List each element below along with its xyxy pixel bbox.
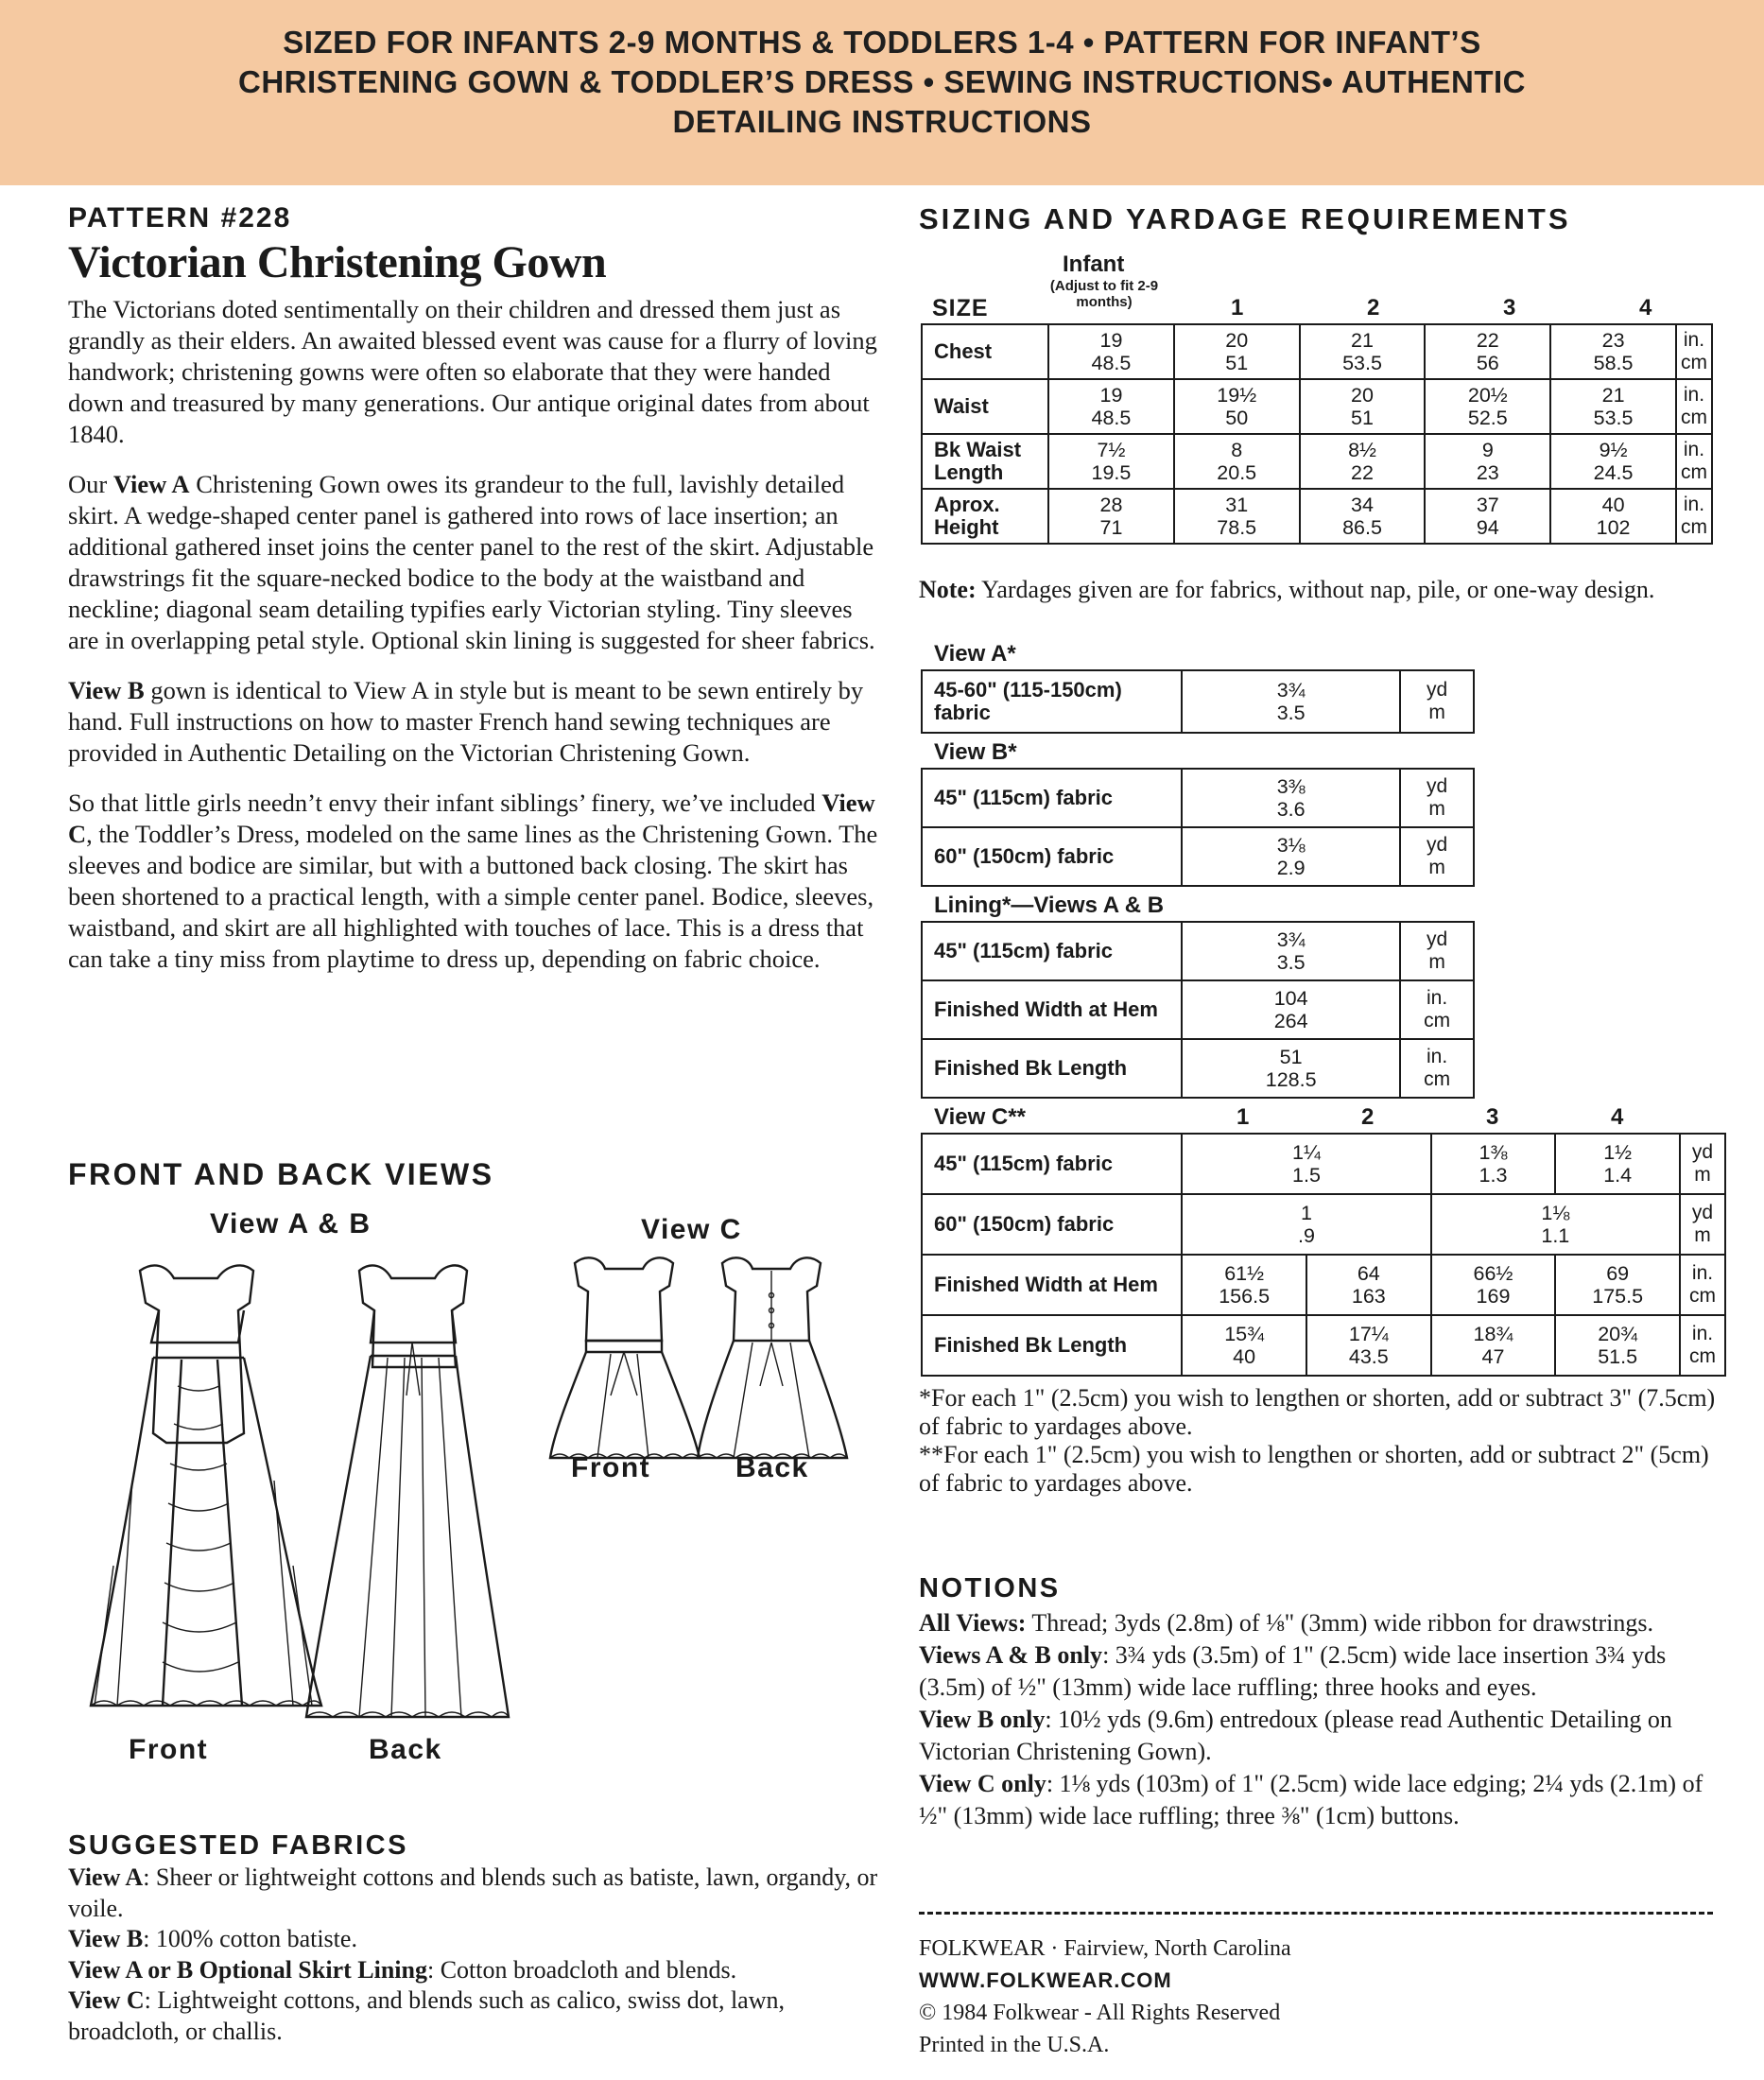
unit-cell: in. cm bbox=[1680, 1315, 1725, 1376]
table-row bbox=[922, 1315, 1725, 1376]
fabric-view-ab-lining: View A or B Optional Skirt Lining: Cotton broadcloth and blends. bbox=[68, 1955, 737, 1984]
body-measurements-table bbox=[921, 323, 1713, 545]
measurement-cell: 37 94 bbox=[1425, 489, 1550, 544]
view-b-label: View B bbox=[68, 676, 145, 704]
footnote-1: *For each 1" (2.5cm) you wish to lengthen or shorten, add or subtract 3" (7.5cm) of fabric to yardages above. bbox=[919, 1384, 1716, 1440]
view-c-size-2: 2 bbox=[1361, 1104, 1375, 1130]
view-c-size-3: 3 bbox=[1486, 1104, 1499, 1130]
measurement-cell: 20¾ 51.5 bbox=[1555, 1315, 1680, 1376]
measurement-cell: 19 48.5 bbox=[1048, 324, 1174, 379]
measurement-cell: 9 23 bbox=[1425, 434, 1550, 489]
row-label: 45-60" (115-150cm) fabric bbox=[922, 670, 1182, 733]
yardage-cell: 1½ 1.4 bbox=[1555, 1134, 1680, 1194]
yardage-cell: 51 128.5 bbox=[1182, 1039, 1400, 1098]
sizing-heading: SIZING AND YARDAGE REQUIREMENTS bbox=[919, 202, 1571, 235]
printed-in: Printed in the U.S.A. bbox=[919, 2033, 1110, 2057]
view-a-table bbox=[921, 669, 1475, 734]
row-label: Chest bbox=[922, 324, 1048, 379]
view-c-illo-label: View C bbox=[641, 1214, 742, 1245]
yardage-note: Note: Yardages given are for fabrics, without nap, pile, or one-way design. bbox=[919, 576, 1655, 603]
yardage-cell: 1¼ 1.5 bbox=[1182, 1134, 1430, 1194]
infant-note: (Adjust to fit 2-9 months) bbox=[1049, 278, 1159, 310]
fabric-view-b: View B: 100% cotton batiste. bbox=[68, 1925, 357, 1952]
view-c-label: View C bbox=[68, 789, 875, 848]
suggested-fabrics-heading: SUGGESTED FABRICS bbox=[68, 1830, 408, 1861]
unit-cell: in. cm bbox=[1676, 434, 1712, 489]
toddler-front-illustration bbox=[550, 1257, 700, 1458]
lining-table bbox=[921, 921, 1475, 1099]
view-b-heading: View B* bbox=[934, 739, 1017, 765]
row-label: Bk Waist Length bbox=[922, 434, 1048, 489]
table-row bbox=[922, 489, 1712, 544]
divider bbox=[919, 1912, 1713, 1915]
view-a-label: View A bbox=[112, 470, 190, 498]
fabric-view-c: View C: Lightweight cottons, and blends such as calico, swiss dot, lawn, broadcloth, or challis. bbox=[68, 1986, 785, 2045]
yardage-cell: 1⅛ 1.1 bbox=[1431, 1194, 1680, 1255]
row-label: Aprox. Height bbox=[922, 489, 1048, 544]
view-ab-front-label: Front bbox=[129, 1734, 209, 1765]
table-row bbox=[922, 827, 1474, 886]
notions-heading: NOTIONS bbox=[919, 1573, 1061, 1603]
row-label: Finished Width at Hem bbox=[922, 1255, 1182, 1315]
yardage-cell: 1 .9 bbox=[1182, 1194, 1430, 1255]
measurement-cell: 64 163 bbox=[1306, 1255, 1431, 1315]
table-row bbox=[922, 1134, 1725, 1194]
row-label: 60" (150cm) fabric bbox=[922, 827, 1182, 886]
row-label: Finished Width at Hem bbox=[922, 980, 1182, 1039]
unit-cell: in. cm bbox=[1676, 489, 1712, 544]
measurement-cell: 19½ 50 bbox=[1174, 379, 1300, 434]
suggested-fabrics-list bbox=[68, 1863, 881, 2047]
gown-back-illustration bbox=[306, 1265, 509, 1717]
intro-paragraph: The Victorians doted sentimentally on their children and dressed them just as grandly as their elders. An awaited blessed event was cause for a flurry of loving handwork; christening gowns were often so elaborate that they were handed down and treasured by many generations. Our antique original dates from about 1840. bbox=[68, 295, 877, 448]
yardage-cell: 3⅜ 3.6 bbox=[1182, 769, 1400, 827]
unit-cell: in. cm bbox=[1400, 980, 1474, 1039]
table-row bbox=[922, 922, 1474, 980]
yardage-cell: 1⅜ 1.3 bbox=[1431, 1134, 1556, 1194]
view-c-front-label: Front bbox=[571, 1452, 651, 1483]
measurement-cell: 66½ 169 bbox=[1431, 1255, 1556, 1315]
measurement-cell: 21 53.5 bbox=[1300, 324, 1426, 379]
publisher-website[interactable]: WWW.FOLKWEAR.COM bbox=[919, 1968, 1172, 1992]
pattern-title: Victorian Christening Gown bbox=[68, 237, 607, 287]
size-2-header: 2 bbox=[1367, 295, 1380, 321]
measurement-cell: 8½ 22 bbox=[1300, 434, 1426, 489]
gown-front-illustration bbox=[91, 1265, 321, 1706]
measurement-cell: 8 20.5 bbox=[1174, 434, 1300, 489]
view-a-heading: View A* bbox=[934, 641, 1016, 667]
unit-cell: in. cm bbox=[1676, 379, 1712, 434]
notions-c: View C only: 1⅛ yds (103m) of 1" (2.5cm) wide lace edging; 2¼ yds (2.1m) of ½" (13mm) wide lace ruffling; three ⅜" (1cm) buttons. bbox=[919, 1770, 1703, 1829]
view-c-table bbox=[921, 1133, 1726, 1377]
view-b-table bbox=[921, 768, 1475, 887]
fabric-view-a: View A: Sheer or lightweight cottons and blends such as batiste, lawn, organdy, or voile. bbox=[68, 1863, 878, 1922]
gown-illustrations bbox=[76, 1244, 908, 1736]
measurement-cell: 18¾ 47 bbox=[1431, 1315, 1556, 1376]
view-c-size-4: 4 bbox=[1611, 1104, 1624, 1130]
measurement-cell: 7½ 19.5 bbox=[1048, 434, 1174, 489]
footnote-2: **For each 1" (2.5cm) you wish to lengthen or shorten, add or subtract 2" (5cm) of fabric to yardages above. bbox=[919, 1441, 1709, 1497]
lining-heading: Lining*—Views A & B bbox=[934, 893, 1165, 918]
size-1-header: 1 bbox=[1231, 295, 1244, 321]
view-c-heading: View C** bbox=[934, 1104, 1026, 1130]
publisher-info bbox=[919, 1933, 1291, 2061]
row-label: 45" (115cm) fabric bbox=[922, 922, 1182, 980]
row-label: 45" (115cm) fabric bbox=[922, 769, 1182, 827]
yardage-cell: 3¾ 3.5 bbox=[1182, 922, 1400, 980]
row-label: Finished Bk Length bbox=[922, 1315, 1182, 1376]
view-ab-back-label: Back bbox=[369, 1734, 442, 1765]
row-label: 60" (150cm) fabric bbox=[922, 1194, 1182, 1255]
unit-cell: yd m bbox=[1680, 1194, 1725, 1255]
measurement-cell: 21 53.5 bbox=[1550, 379, 1676, 434]
measurement-cell: 31 78.5 bbox=[1174, 489, 1300, 544]
measurement-cell: 20 51 bbox=[1174, 324, 1300, 379]
unit-cell: in. cm bbox=[1400, 1039, 1474, 1098]
yardage-cell: 104 264 bbox=[1182, 980, 1400, 1039]
notions-all: All Views: Thread; 3yds (2.8m) of ⅛" (3mm) wide ribbon for drawstrings. bbox=[919, 1609, 1654, 1637]
measurement-cell: 28 71 bbox=[1048, 489, 1174, 544]
measurement-cell: 15¾ 40 bbox=[1182, 1315, 1306, 1376]
table-row bbox=[922, 379, 1712, 434]
yardage-cell: 3¾ 3.5 bbox=[1182, 670, 1400, 733]
size-4-header: 4 bbox=[1639, 295, 1652, 321]
banner-line-1: SIZED FOR INFANTS 2-9 MONTHS & TODDLERS 1-4 • PATTERN FOR INFANT’S bbox=[283, 25, 1481, 60]
table-row bbox=[922, 324, 1712, 379]
measurement-cell: 22 56 bbox=[1425, 324, 1550, 379]
measurement-cell: 9½ 24.5 bbox=[1550, 434, 1676, 489]
measurement-cell: 61½ 156.5 bbox=[1182, 1255, 1306, 1315]
unit-cell: yd m bbox=[1400, 670, 1474, 733]
banner bbox=[0, 0, 1764, 185]
view-c-back-label: Back bbox=[735, 1452, 809, 1483]
view-a-paragraph: Our View A Christening Gown owes its grandeur to the full, lavishly detailed skirt. A wedge-shaped center panel is gathered into rows of lace insertion; an additional gathered inset joins the center panel to the rest of the skirt. Adjustable drawstrings fit the square-necked bodice to the body at the waistband and neckline; diagonal seam detailing typifies early Victorian styling. Tiny sleeves are in overlapping petal style. Optional skin lining is suggested for sheer fabrics. bbox=[68, 470, 875, 654]
view-c-paragraph: So that little girls needn’t envy their infant siblings’ finery, we’ve included View C, the Toddler’s Dress, modeled on the same lines as the Christening Gown. The sleeves and bodice are similar, but with a buttoned back closing. The skirt has been shortened to a practical length, with a simple center panel. Bodice, sleeves, waistband, and skirt are all highlighted with touches of lace. This is a dress that can take a tiny miss from playtime to dress up, depending on fabric choice. bbox=[68, 789, 878, 973]
banner-line-3: DETAILING INSTRUCTIONS bbox=[672, 104, 1092, 139]
measurement-cell: 19 48.5 bbox=[1048, 379, 1174, 434]
infant-header: Infant bbox=[1063, 251, 1125, 277]
table-row bbox=[922, 1039, 1474, 1098]
table-row bbox=[922, 1194, 1725, 1255]
table-row bbox=[922, 1255, 1725, 1315]
notions-b: View B only: 10½ yds (9.6m) entredoux (please read Authentic Detailing on Victorian Christening Gown). bbox=[919, 1706, 1672, 1765]
notions-ab: Views A & B only: 3¾ yds (3.5m) of 1" (2.5cm) wide lace insertion 3¾ yds (3.5m) of ½" (13mm) wide lace ruffling; three hooks and eyes. bbox=[919, 1641, 1667, 1701]
table-row bbox=[922, 670, 1474, 733]
view-ab-label: View A & B bbox=[210, 1208, 372, 1239]
measurement-cell: 34 86.5 bbox=[1300, 489, 1426, 544]
view-b-paragraph: View B gown is identical to View A in style but is meant to be sewn entirely by hand. Full instructions on how to master French hand sewing techniques are provided in Authentic Detailing on the Victorian Christening Gown. bbox=[68, 676, 864, 767]
banner-line-2: CHRISTENING GOWN & TODDLER’S DRESS • SEWING INSTRUCTIONS• AUTHENTIC bbox=[238, 64, 1526, 99]
copyright: © 1984 Folkwear - All Rights Reserved bbox=[919, 2001, 1281, 2025]
notions-list bbox=[919, 1607, 1732, 1832]
measurement-cell: 40 102 bbox=[1550, 489, 1676, 544]
description-column bbox=[68, 202, 881, 994]
unit-cell: yd m bbox=[1680, 1134, 1725, 1194]
publisher-name: FOLKWEAR · Fairview, North Carolina bbox=[919, 1936, 1291, 1961]
pattern-number: PATTERN #228 bbox=[68, 202, 292, 234]
table-row bbox=[922, 980, 1474, 1039]
measurement-cell: 20½ 52.5 bbox=[1425, 379, 1550, 434]
size-3-header: 3 bbox=[1503, 295, 1516, 321]
measurement-cell: 17¼ 43.5 bbox=[1306, 1315, 1431, 1376]
unit-cell: in. cm bbox=[1680, 1255, 1725, 1315]
unit-cell: in. cm bbox=[1676, 324, 1712, 379]
measurement-cell: 20 51 bbox=[1300, 379, 1426, 434]
row-label: Finished Bk Length bbox=[922, 1039, 1182, 1098]
table-row bbox=[922, 769, 1474, 827]
table-row bbox=[922, 434, 1712, 489]
unit-cell: yd m bbox=[1400, 769, 1474, 827]
footnotes bbox=[919, 1384, 1732, 1498]
toddler-back-illustration bbox=[698, 1257, 847, 1458]
view-c-size-1: 1 bbox=[1237, 1104, 1250, 1130]
row-label: Waist bbox=[922, 379, 1048, 434]
unit-cell: yd m bbox=[1400, 922, 1474, 980]
measurement-cell: 23 58.5 bbox=[1550, 324, 1676, 379]
measurement-cell: 69 175.5 bbox=[1555, 1255, 1680, 1315]
front-back-views-heading: FRONT AND BACK VIEWS bbox=[68, 1157, 494, 1191]
size-label: SIZE bbox=[932, 295, 989, 321]
unit-cell: yd m bbox=[1400, 827, 1474, 886]
yardage-cell: 3⅛ 2.9 bbox=[1182, 827, 1400, 886]
row-label: 45" (115cm) fabric bbox=[922, 1134, 1182, 1194]
